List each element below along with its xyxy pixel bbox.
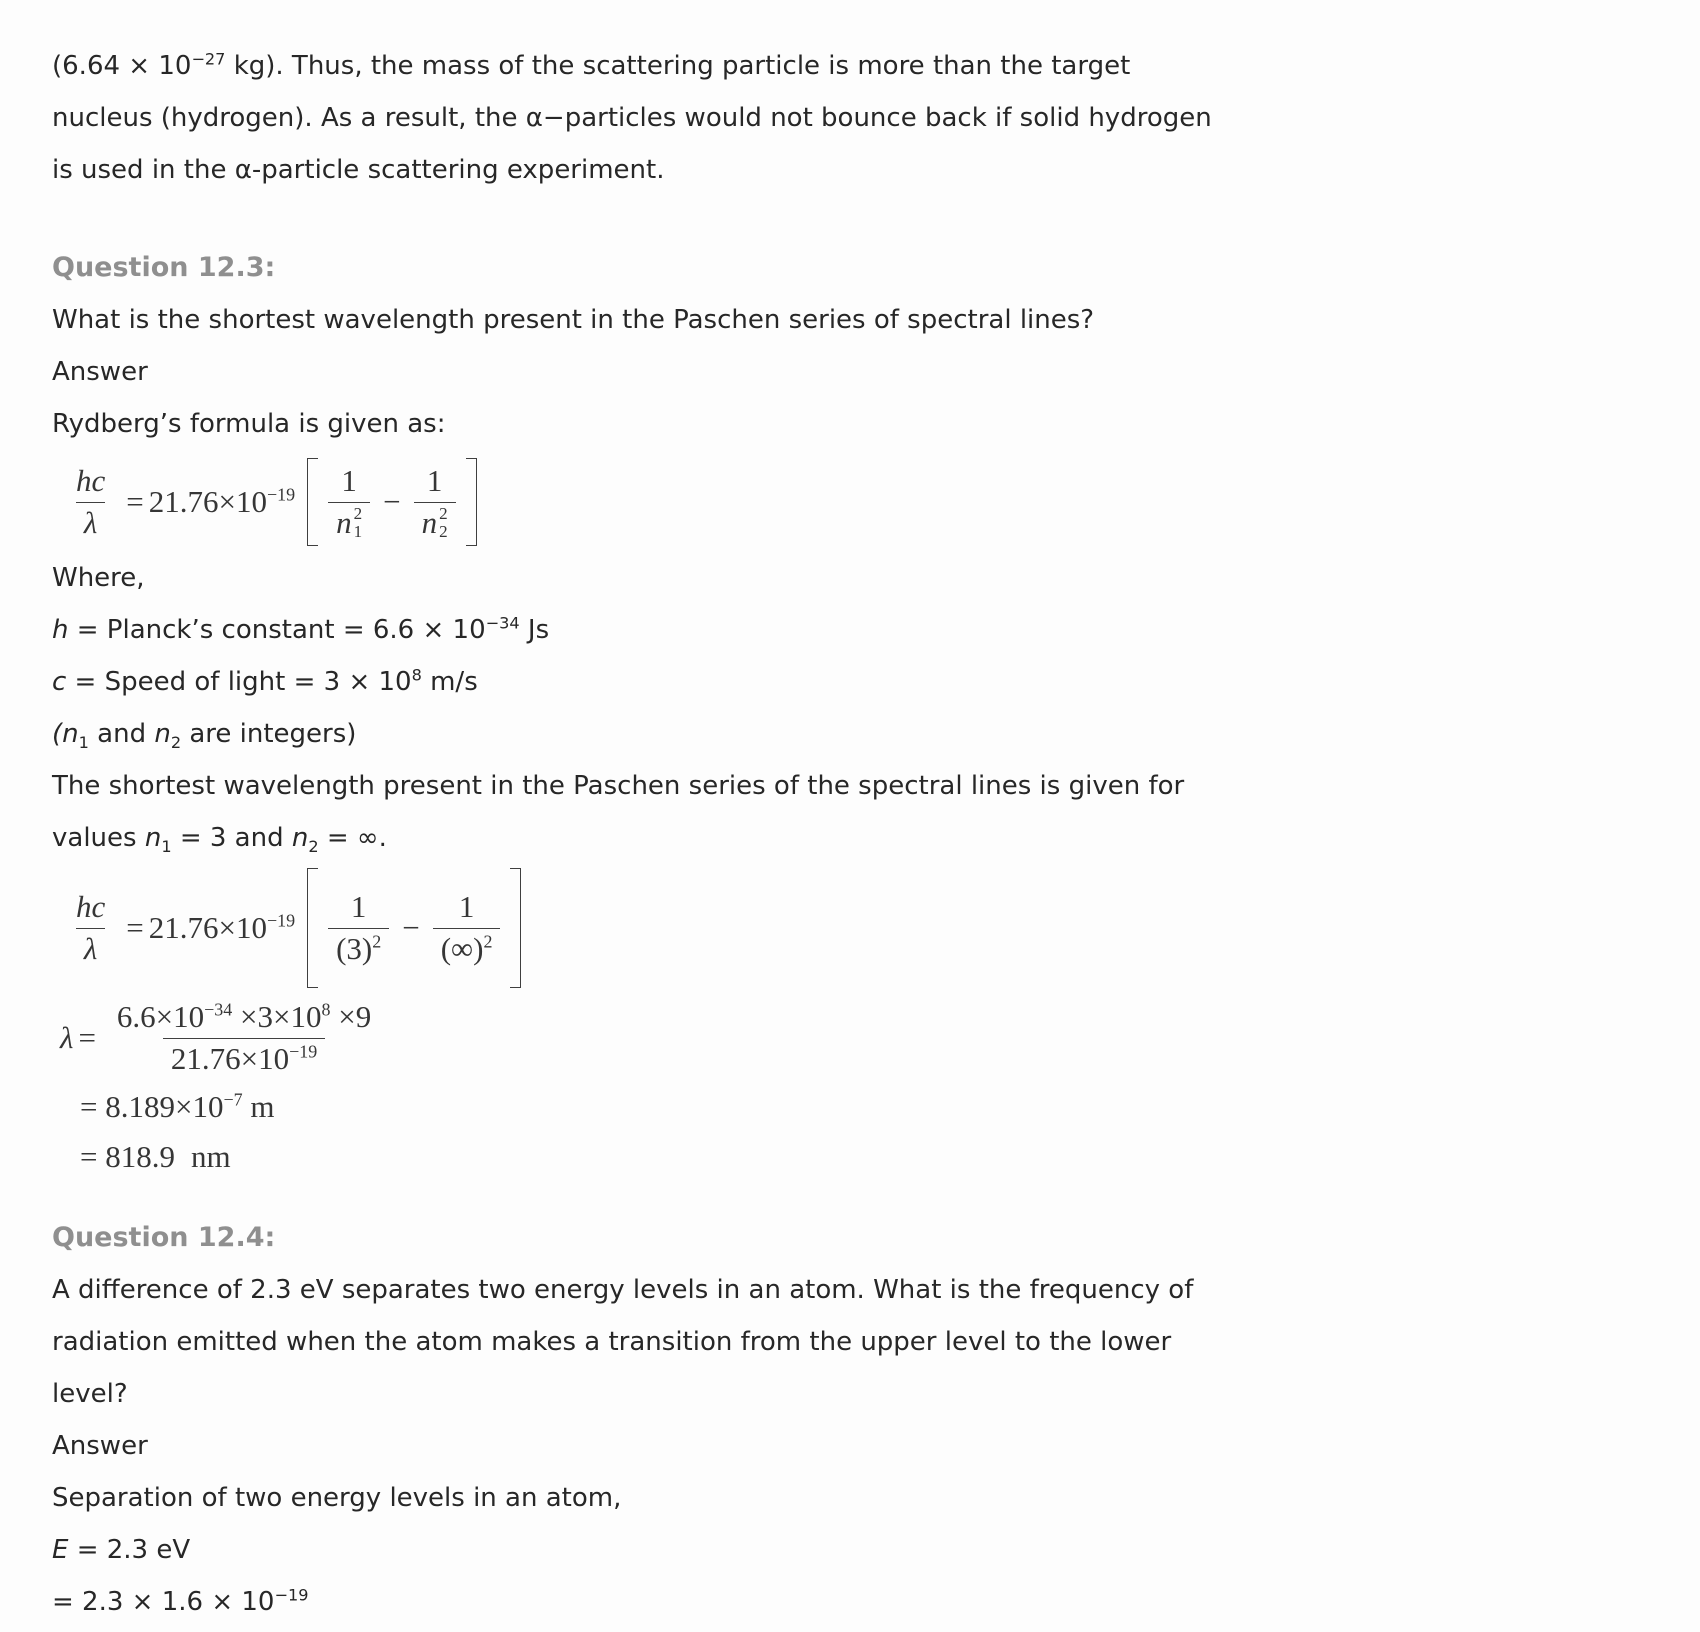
- fraction-numerator: hc: [76, 462, 106, 498]
- term1-fraction: [328, 887, 389, 970]
- coefficient-exponent: −19: [266, 484, 296, 505]
- answer-label-12-4: Answer: [52, 1431, 148, 1461]
- question-12-4-text-line-2: radiation emitted when the atom makes a transition from the upper level to the lower: [52, 1327, 1172, 1357]
- fraction-numerator: 1: [426, 462, 443, 498]
- fraction-denominator: $21.76\times 10^{-19}$: [163, 1038, 325, 1080]
- coefficient: [149, 910, 295, 946]
- term2-fraction: [433, 887, 501, 970]
- question-12-4-text-line-3: level?: [52, 1379, 128, 1409]
- intro-line-1: ($6.64 \times 10^{-27}$ kg). Thus, the mass of the scattering particle is more than the target: [52, 49, 1131, 81]
- equals-sign: =: [78, 1020, 96, 1055]
- separation-line: Separation of two energy levels in an atom,: [52, 1483, 622, 1513]
- energy-value-line: E = 2.3 eV: [52, 1535, 191, 1565]
- coefficient: [149, 484, 295, 520]
- fraction-denominator: λ: [76, 928, 105, 970]
- result-nanometers-line: = 818.9 nm: [80, 1139, 231, 1174]
- question-12-4-text-line-1: A difference of 2.3 eV separates two energy levels in an atom. What is the frequency of: [52, 1275, 1194, 1305]
- equals-sign: =: [126, 484, 144, 519]
- minus-sign: −: [383, 484, 401, 519]
- coefficient-base: 21.76×10: [148, 910, 267, 945]
- hc-lambda-fraction: [68, 461, 113, 544]
- fraction-denominator: n 2 1: [328, 502, 370, 544]
- right-bracket: [510, 868, 521, 988]
- term2-fraction: [414, 461, 456, 544]
- fraction-numerator: 1: [341, 462, 357, 498]
- planck-constant-line: h = Planck’s constant = $6.6 \times 10^{-34}$ Js: [52, 613, 550, 645]
- intro-line-2: nucleus (hydrogen). As a result, the α−particles would not bounce back if solid hydrogen: [52, 103, 1212, 133]
- values-line: values $n_1 = 3$ and $n_2$ = ∞.: [52, 823, 387, 857]
- question-12-3-heading: Question 12.3:: [52, 252, 276, 283]
- rydberg-formula-general: [60, 456, 485, 548]
- shortest-wavelength-line: The shortest wavelength present in the Paschen series of the spectral lines is given for: [52, 771, 1185, 801]
- energy-joules-line: = $2.3 \times 1.6 \times 10^{-19}$: [52, 1585, 309, 1617]
- equals-sign: =: [126, 910, 144, 945]
- left-bracket: [307, 458, 318, 546]
- calculation-fraction: [109, 997, 379, 1080]
- fraction-denominator: n 2 2: [414, 502, 456, 544]
- rydberg-formula-substituted: [60, 866, 529, 990]
- question-12-3-text: What is the shortest wavelength present in the Paschen series of spectral lines?: [52, 305, 1095, 335]
- term1-fraction: [328, 461, 370, 544]
- lambda-symbol: λ: [60, 1020, 74, 1055]
- fraction-numerator: hc: [76, 888, 106, 924]
- result-meters-line: = $8.189\times 10^{-7}$ m: [80, 1089, 275, 1124]
- question-12-3-section: [52, 242, 1660, 1182]
- where-label: Where,: [52, 563, 145, 593]
- answer-label-12-3: Answer: [52, 357, 148, 387]
- hc-lambda-fraction: [68, 887, 113, 970]
- fraction-numerator: 1: [458, 888, 475, 924]
- integers-note-line: ($n_1$ and $n_2$ are integers): [52, 719, 357, 753]
- lambda-calculation-formula: [60, 996, 387, 1080]
- coefficient-base: 21.76×10: [148, 484, 267, 519]
- intro-line-3: is used in the α-particle scattering experiment.: [52, 155, 665, 185]
- fraction-numerator: 1: [350, 888, 367, 924]
- coefficient-exponent: −19: [266, 910, 296, 931]
- left-bracket: [307, 868, 318, 988]
- question-12-4-heading: Question 12.4:: [52, 1222, 276, 1253]
- speed-of-light-line: c = Speed of light = $3 \times 10^8$ m/s: [52, 665, 478, 697]
- fraction-denominator: (∞)$^2$: [433, 928, 501, 970]
- fraction-denominator: λ: [76, 502, 105, 544]
- minus-sign: −: [402, 910, 420, 945]
- stacked-sub-sup: 2 2: [439, 503, 448, 541]
- fraction-denominator: $(3)^2$: [328, 928, 389, 970]
- stacked-sub-sup: 2 1: [353, 503, 363, 541]
- question-12-4-section: [52, 1212, 1660, 1628]
- fraction-numerator: $6.6\times 10^{-34} \times 3\times 10^8 \times 9$: [116, 998, 372, 1034]
- right-bracket: [466, 458, 477, 546]
- rydberg-formula-intro: Rydberg’s formula is given as:: [52, 409, 446, 439]
- intro-section: [52, 40, 1660, 196]
